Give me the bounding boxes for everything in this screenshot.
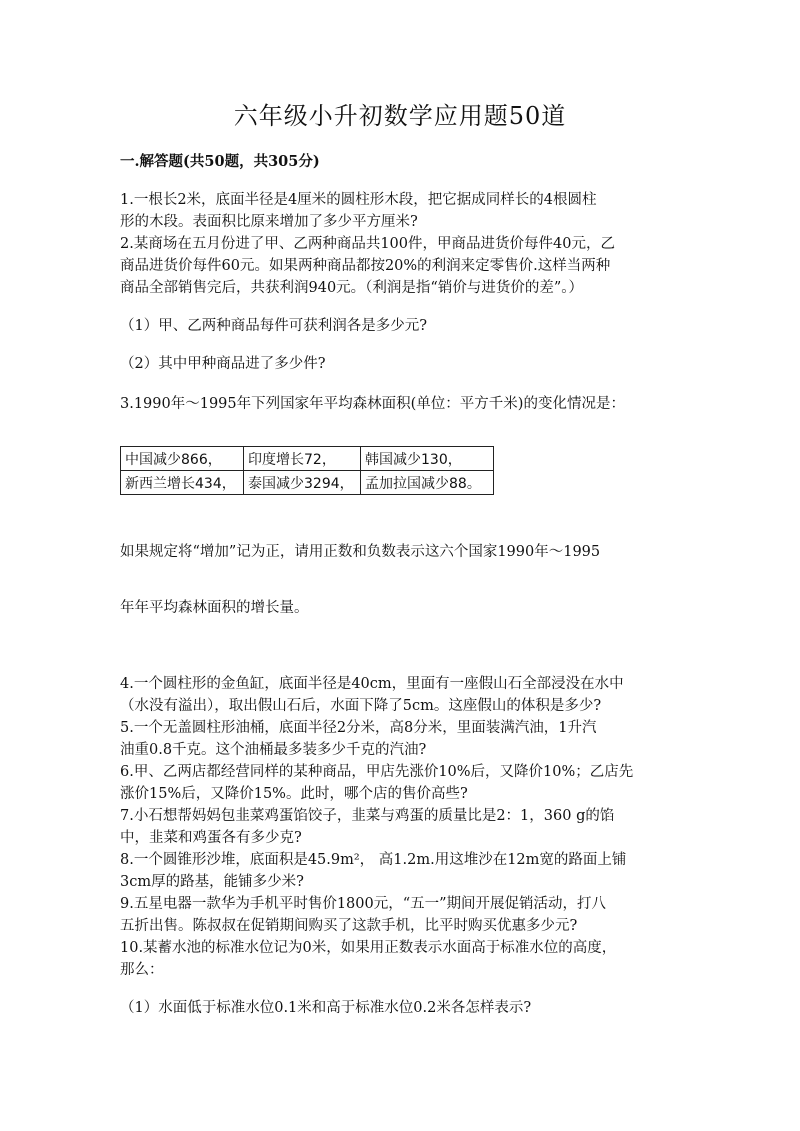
section-heading: 一.解答题(共50题，共305分) bbox=[120, 153, 320, 170]
table-cell: 印度增长72， bbox=[244, 447, 361, 471]
question-7-line-1: 7.小石想帮妈妈包韭菜鸡蛋馅饺子，韭菜与鸡蛋的质量比是2：1，360 g的馅 bbox=[120, 808, 615, 824]
question-3-instruction-2: 年年平均森林面积的增长量。 bbox=[120, 600, 309, 616]
question-8-line-1: 8.一个圆锥形沙堆，底面积是45.9m²， 高1.2m.用这堆沙在12m宽的路面上铺 bbox=[120, 852, 627, 868]
question-3-text: 3.1990年～1995年下列国家年平均森林面积(单位：平方千米)的变化情况是： bbox=[120, 396, 625, 412]
question-1-line-2: 形的木段。表面积比原来增加了多少平方厘米? bbox=[120, 214, 418, 230]
question-5-line-2: 油重0.8千克。这个油桶最多装多少千克的汽油? bbox=[120, 742, 427, 758]
question-6-line-1: 6.甲、乙两店都经营同样的某种商品，甲店先涨价10%后，又降价10%；乙店先 bbox=[120, 764, 634, 780]
question-3-instruction-1: 如果规定将“增加”记为正，请用正数和负数表示这六个国家1990年～1995 bbox=[120, 544, 601, 560]
question-1-line-1: 1.一根长2米，底面半径是4厘米的圆柱形木段，把它据成同样长的4根圆柱 bbox=[120, 192, 597, 208]
question-5-line-1: 5.一个无盖圆柱形油桶，底面半径2分米，高8分米，里面装满汽油，1升汽 bbox=[120, 720, 597, 736]
table-cell: 韩国减少130， bbox=[361, 447, 494, 471]
question-10-sub-1: （1）水面低于标准水位0.1米和高于标准水位0.2米各怎样表示? bbox=[120, 1000, 532, 1016]
question-2-line-3: 商品全部销售完后，共获利润940元。（利润是指“销价与进货价的差”。） bbox=[120, 280, 583, 296]
table-row bbox=[121, 471, 494, 495]
table-cell: 泰国减少3294， bbox=[244, 471, 361, 495]
question-2-sub-1: （1）甲、乙两种商品每件可获利润各是多少元? bbox=[120, 318, 427, 334]
question-7-line-2: 中，韭菜和鸡蛋各有多少克? bbox=[120, 830, 302, 846]
forest-change-table bbox=[120, 446, 494, 495]
question-4-line-2: （水没有溢出），取出假山石后，水面下降了5cm。这座假山的体积是多少? bbox=[120, 698, 602, 714]
question-9-line-1: 9.五星电器一款华为手机平时售价1800元，“五一”期间开展促销活动，打八 bbox=[120, 896, 607, 912]
table-row bbox=[121, 447, 494, 471]
table-cell: 孟加拉国减少88。 bbox=[361, 471, 494, 495]
question-2-line-2: 商品进货价每件60元。如果两种商品都按20%的利润来定零售价.这样当两种 bbox=[120, 258, 611, 274]
question-9-line-2: 五折出售。陈叔叔在促销期间购买了这款手机，比平时购买优惠多少元? bbox=[120, 918, 578, 934]
question-6-line-2: 涨价15%后，又降价15%。此时，哪个店的售价高些? bbox=[120, 786, 468, 802]
question-8-line-2: 3cm厚的路基，能铺多少米? bbox=[120, 874, 304, 890]
question-2-sub-2: （2）其中甲种商品进了多少件? bbox=[120, 356, 326, 372]
question-10-line-1: 10.某蓄水池的标准水位记为0米，如果用正数表示水面高于标准水位的高度， bbox=[120, 940, 617, 956]
question-2-line-1: 2.某商场在五月份进了甲、乙两种商品共100件，甲商品进货价每件40元，乙 bbox=[120, 236, 615, 252]
question-4-line-1: 4.一个圆柱形的金鱼缸，底面半径是40cm，里面有一座假山石全部浸没在水中 bbox=[120, 676, 624, 692]
table-cell: 新西兰增长434， bbox=[121, 471, 244, 495]
table-cell: 中国减少866， bbox=[121, 447, 244, 471]
page-title: 六年级小升初数学应用题50道 bbox=[233, 102, 567, 130]
question-10-line-2: 那么： bbox=[120, 962, 164, 978]
